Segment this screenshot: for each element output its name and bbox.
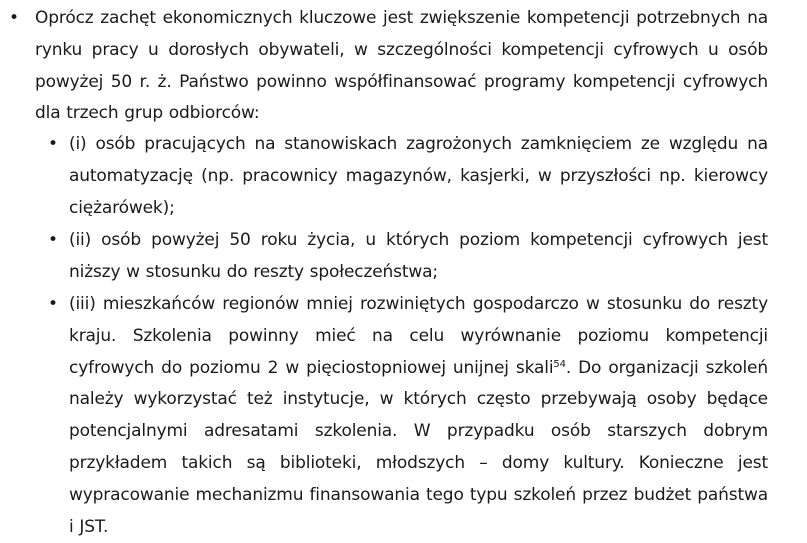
sub-bullet-text-1: (i) osób pracujących na stanowiskach zagrożonych zamknięciem ze względu na automatyzację (np. pracownicy magazynów, kasjerki, w przyszłości np. kierowcy ciężarówek);: [69, 134, 768, 218]
main-bullet-item: [9, 3, 768, 130]
bullet-marker: •: [48, 134, 58, 154]
bullet-marker: •: [9, 8, 19, 28]
sub-bullet-text-3a: (iii) mieszkańców regionów mniej rozwiniętych gospodarczo w stosunku do reszty kraju. Szkolenia powinny mieć na celu wyrównanie poziomu kompetencji cyfrowych do poziomu 2 w pięciostopniowej unijnej skali: [69, 294, 768, 378]
sub-bullet-item-3: [48, 289, 768, 543]
bullet-marker: •: [48, 294, 58, 314]
sub-bullet-item-1: [48, 129, 768, 224]
bullet-marker: •: [48, 230, 58, 250]
sub-bullet-text-3b: . Do organizacji szkoleń należy wykorzystać też instytucje, w których często przebywają osoby będące potencjalnymi adresatami szkolenia. W przypadku osób starszych dobrym przykładem takich są biblioteki, młodszych – domy kultury. Konieczne jest wypracowanie mechanizmu finansowania tego typu szkoleń przez budżet państwa i JST.: [69, 357, 768, 537]
sub-bullet-item-2: [48, 225, 768, 289]
footnote-reference-link[interactable]: 54: [553, 358, 566, 370]
sub-bullet-text-2: (ii) osób powyżej 50 roku życia, u których poziom kompetencji cyfrowych jest niższy w stosunku do reszty społeczeństwa;: [69, 230, 768, 282]
main-bullet-text: Oprócz zachęt ekonomicznych kluczowe jest zwiększenie kompetencji potrzebnych na rynku pracy u dorosłych obywateli, w szczególności kompetencji cyfrowych u osób powyżej 50 r. ż. Państwo powinno współfinansować programy kompetencji cyfrowych dla trzech grup odbiorców:: [35, 8, 768, 124]
